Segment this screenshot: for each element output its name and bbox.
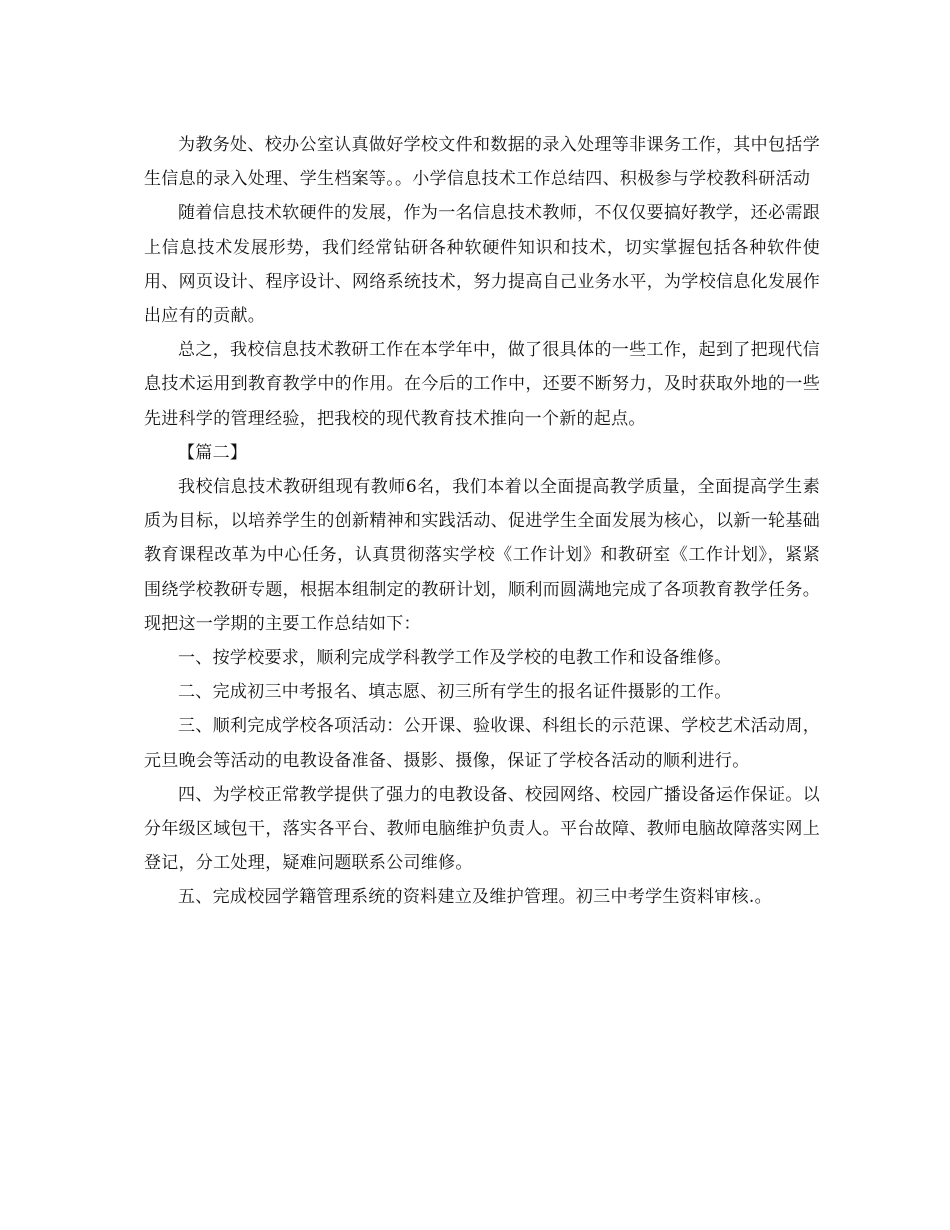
section-heading: 【篇二】 bbox=[178, 442, 248, 463]
list-item-5: 五、完成校园学籍管理系统的资料建立及维护管理。初三中考学生资料审核.。 bbox=[178, 887, 772, 908]
paragraph-3: 总之，我校信息技术教研工作在本学年中，做了很具体的一些工作，起到了把现代信息技术运用到教育教学中的作用。在今后的工作中，还要不断努力，及时获取外地的一些先进科学的管理经验，把我校的现代教育技术推向一个新的起点。 bbox=[144, 340, 820, 429]
paragraph-1: 为教务处、校办公室认真做好学校文件和数据的录入处理等非课务工作，其中包括学生信息的录入处理、学生档案等。。小学信息技术工作总结四、积极参与学校教科研活动 bbox=[144, 135, 820, 190]
list-item-3: 三、顺利完成学校各项活动：公开课、验收课、科组长的示范课、学校艺术活动周，元旦晚会等活动的电教设备准备、摄影、摄像，保证了学校各活动的顺利进行。 bbox=[144, 716, 820, 771]
list-item-1: 一、按学校要求，顺利完成学科教学工作及学校的电教工作和设备维修。 bbox=[178, 648, 732, 669]
paragraph-4: 我校信息技术教研组现有教师6名，我们本着以全面提高教学质量，全面提高学生素质为目标，以培养学生的创新精神和实践活动、促进学生全面发展为核心，以新一轮基础教育课程改革为中心任务，认真贯彻落实学校《工作计划》和教研室《工作计划》，紧紧围绕学校教研专题，根据本组制定的教研计划，顺利而圆满地完成了各项教育教学任务。现把这一学期的主要工作总结如下： bbox=[144, 477, 820, 634]
list-item-2: 二、完成初三中考报名、填志愿、初三所有学生的报名证件摄影的工作。 bbox=[178, 682, 732, 703]
list-item-4: 四、为学校正常教学提供了强力的电教设备、校园网络、校园广播设备运作保证。以分年级区域包干，落实各平台、教师电脑维护负责人。平台故障、教师电脑故障落实网上登记，分工处理，疑难问题联系公司维修。 bbox=[144, 784, 820, 874]
document-body bbox=[144, 128, 820, 915]
paragraph-2: 随着信息技术软硬件的发展，作为一名信息技术教师，不仅仅要搞好教学，还必需跟上信息技术发展形势，我们经常钻研各种软硬件知识和技术，切实掌握包括各种软件使用、网页设计、程序设计、网络系统技术，努力提高自己业务水平，为学校信息化发展作出应有的贡献。 bbox=[144, 203, 820, 327]
